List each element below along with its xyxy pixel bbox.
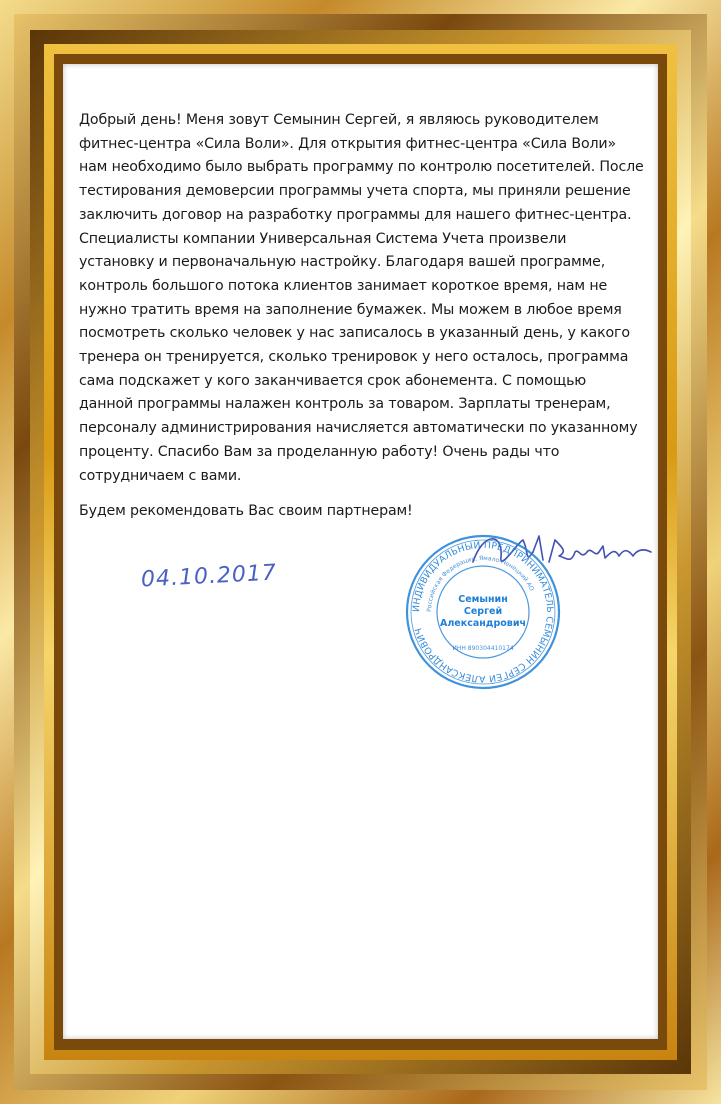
letter-body — [79, 109, 644, 524]
stamp-name: Сергей — [463, 606, 503, 617]
stamp-inn: ИНН 890304410174 — [452, 645, 514, 652]
letter-paragraph-main: Добрый день! Меня зовут Семынин Сергей, я являюсь руководителем фитнес-центра «Сила Воли». Для открытия фитнес-центра «Сила Воли» нам необходимо было выбрать программу по контролю посетителей. После тестирования демоверсии программы учета спорта, мы приняли решение заключить договор на разработку программы для нашего фитнес-центра. Специалисты компании Универсальная Система Учета произвели установку и первоначальную настройку. Благодаря вашей программе, контроль большого потока клиентов занимает короткое время, нам не нужно тратить время на заполнение бумажек. Мы можем в любое время посмотреть сколько человек у нас записалось в указанный день, у какого тренера он тренируется, сколько тренировок у него осталось, программа сама подскажет у кого заканчивается срок абонемента. С помощью данной программы налажен контроль за товаром. Зарплаты тренерам, персоналу администрирования начисляется автоматически по указанному проценту. Спасибо Вам за проделанную работу! Очень рады что сотрудничаем с вами. — [79, 112, 644, 484]
letter-paper — [63, 64, 658, 1039]
round-seal-stamp — [403, 532, 563, 692]
stamp-ring-text: ИНДИВИДУАЛЬНЫЙ ПРЕДПРИНИМАТЕЛЬ СЕМЫНИН СЕРГЕЙ АЛЕКСАНДРОВИЧ — [410, 539, 556, 685]
letter-paragraph-closing: Будем рекомендовать Вас своим партнерам! — [79, 503, 413, 520]
stamp-patronymic: Александрович — [440, 618, 526, 629]
stamp-surname: Семынин — [458, 594, 508, 605]
stamp-inner-ring-text: Российская Федерация, Ямало-Ненецкий АО — [425, 554, 536, 613]
handwritten-date: 04.10.2017 — [140, 560, 278, 593]
